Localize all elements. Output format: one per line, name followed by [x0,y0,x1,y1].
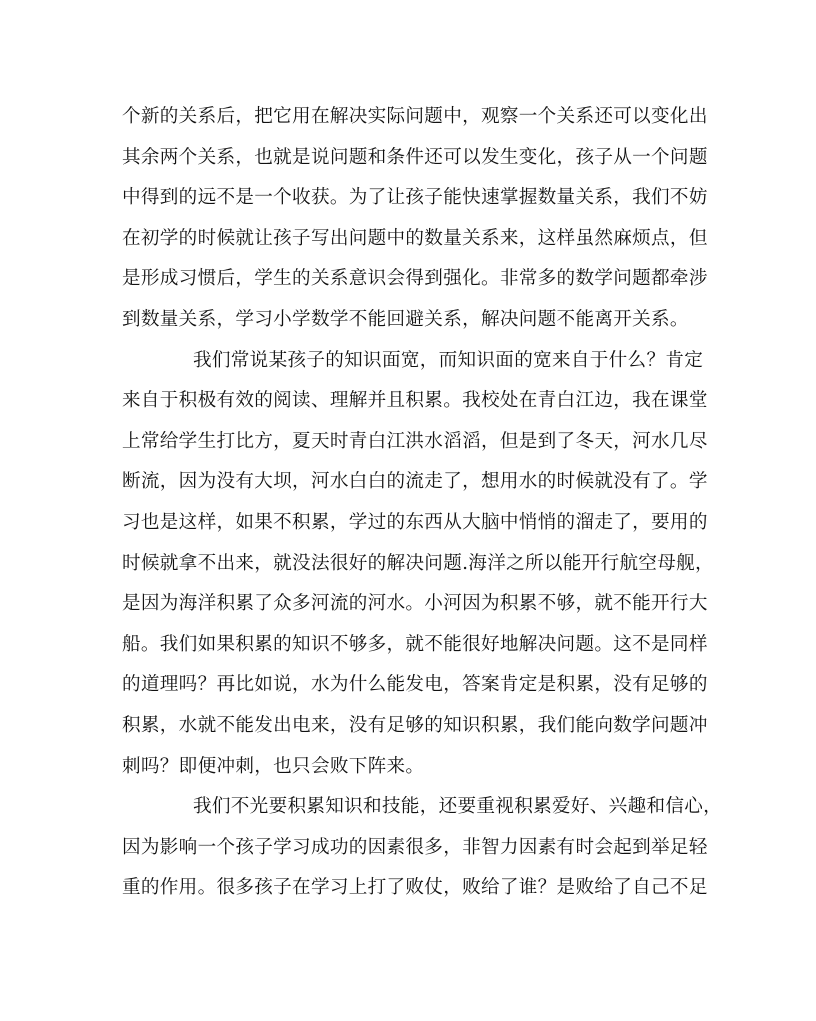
paragraph-2 [122,341,714,788]
text-line: 断流，因为没有大坝，河水白白的流走了，想用水的时候就没有了。学 [122,471,708,493]
text-line: 重的作用。很多孩子在学习上打了败仗，败给了谁？是败给了自己不足 [122,877,708,899]
text-line: 其余两个关系，也就是说问题和条件还可以发生变化，孩子从一个问题 [122,146,708,168]
text-line: 时候就拿不出来，就没法很好的解决问题.海洋之所以能开行航空母舰， [122,552,714,574]
text-line: 上常给学生打比方，夏天时青白江洪水滔滔，但是到了冬天，河水几尽 [122,430,708,452]
text-line: 积累，水就不能发出电来，没有足够的知识积累，我们能向数学问题冲 [122,714,708,736]
text-line: 船。我们如果积累的知识不够多，就不能很好地解决问题。这不是同样 [122,633,708,655]
text-line: 是形成习惯后，学生的关系意识会得到强化。非常多的数学问题都牵涉 [122,268,708,290]
text-line: 习也是这样，如果不积累，学过的东西从大脑中悄悄的溜走了，要用的 [122,511,708,533]
text-line: 个新的关系后，把它用在解决实际问题中，观察一个关系还可以变化出 [122,106,708,127]
text-line: 的道理吗？再比如说，水为什么能发电，答案肯定是积累，没有足够的 [122,674,708,696]
text-line: 是因为海洋积累了众多河流的河水。小河因为积累不够，就不能开行大 [122,593,708,615]
text-line: 在初学的时候就让孩子写出问题中的数量关系来，这样虽然麻烦点，但 [122,227,708,249]
paragraph-3 [122,787,723,909]
paragraph-1 [122,97,708,341]
text-line: 我们常说某孩子的知识面宽，而知识面的宽来自于什么？肯定 [193,349,704,371]
text-line: 因为影响一个孩子学习成功的因素很多，非智力因素有时会起到举足轻 [122,836,708,858]
text-line: 中得到的远不是一个收获。为了让孩子能快速掌握数量关系，我们不妨 [122,187,708,209]
text-line: 来自于积极有效的阅读、理解并且积累。我校处在青白江边，我在课堂 [122,390,708,412]
text-line: 我们不光要积累知识和技能，还要重视积累爱好、兴趣和信心， [193,796,723,818]
text-line: 到数量关系，学习小学数学不能回避关系，解决问题不能离开关系。 [122,308,689,330]
text-line: 刺吗？即便冲刺，也只会败下阵来。 [122,755,425,777]
body-text [122,97,723,909]
